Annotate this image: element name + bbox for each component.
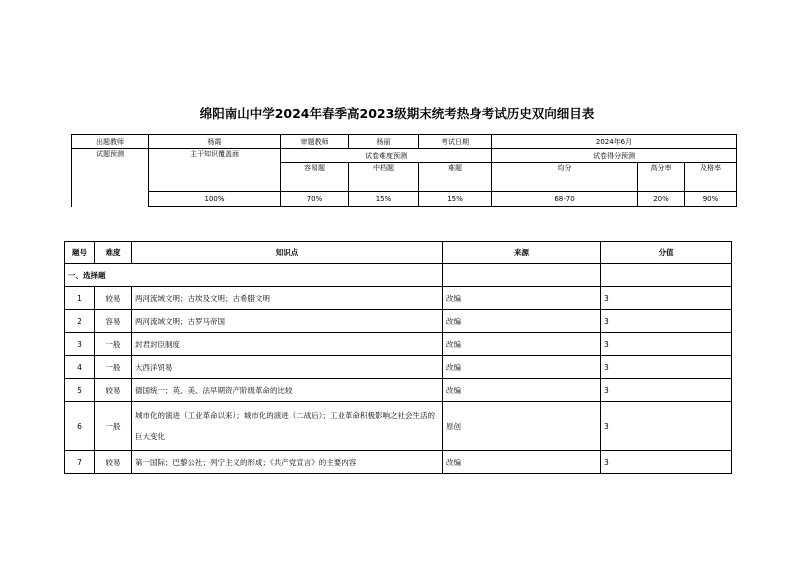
question-detail-table [64,241,732,474]
table-row [65,310,732,333]
score-label: 试卷得分预测 [492,149,737,163]
row-topic: 封君封臣制度 [132,333,443,356]
row-topic: 第一国际；巴黎公社；列宁主义的形成；《共产党宣言》的主要内容 [132,451,443,474]
header-score: 分值 [601,242,732,264]
row-score: 3 [601,379,732,402]
header-source: 来源 [443,242,601,264]
row-source: 改编 [443,356,601,379]
row-score: 3 [601,287,732,310]
row-source: 原创 [443,402,601,451]
row-level: 容易 [95,310,132,333]
author-value: 杨霞 [149,135,281,149]
row-topic: 城市化的演进（工业革命以来）；城市化的演进（二战后）；工业革命积极影响之社会生活的巨大变化 [132,402,443,451]
row-topic: 大西洋贸易 [132,356,443,379]
row-no: 1 [65,287,95,310]
table-row [65,356,732,379]
hard-value: 15% [419,192,492,207]
author-label: 出题教师 [72,135,149,149]
row-score: 3 [601,310,732,333]
row-no: 2 [65,310,95,333]
reviewer-value: 杨丽 [349,135,419,149]
high-label: 高分率 [638,163,685,192]
row-score: 3 [601,451,732,474]
row-level: 一般 [95,333,132,356]
row-source: 改编 [443,310,601,333]
row-topic: 两河流域文明；古罗马帝国 [132,310,443,333]
easy-value: 70% [281,192,349,207]
row-score: 3 [601,402,732,451]
header-topic: 知识点 [132,242,443,264]
page-title: 绵阳南山中学2024年春季高2023级期末统考热身考试历史双向细目表 [199,106,595,121]
pass-label: 及格率 [685,163,737,192]
row-level: 一般 [95,402,132,451]
section-source-empty [443,264,601,287]
row-level: 较易 [95,379,132,402]
row-topic: 两河流域文明；古埃及文明；古希腊文明 [132,287,443,310]
section-score-empty [601,264,732,287]
section-title: 一、选择题 [65,264,443,287]
date-value: 2024年6月 [492,135,737,149]
difficulty-label: 试卷难度预测 [281,149,492,163]
coverage-value: 100% [149,192,281,207]
reviewer-label: 审题教师 [281,135,349,149]
row-source: 改编 [443,379,601,402]
row-no: 6 [65,402,95,451]
row-source: 改编 [443,333,601,356]
table-row [65,402,732,451]
easy-label: 容易题 [281,163,349,192]
row-score: 3 [601,356,732,379]
table-row [65,379,732,402]
coverage-label: 主干知识覆盖面 [149,149,281,192]
row-score: 3 [601,333,732,356]
exam-info-table [71,134,737,207]
high-value: 20% [638,192,685,207]
row-no: 7 [65,451,95,474]
row-no: 4 [65,356,95,379]
avg-value: 68-70 [492,192,638,207]
medium-label: 中档题 [349,163,419,192]
row-level: 较易 [95,451,132,474]
header-level: 难度 [95,242,132,264]
forecast-label: 试题预测 [72,149,149,207]
row-topic: 德国统一；英、美、法早期资产阶级革命的比较 [132,379,443,402]
row-source: 改编 [443,451,601,474]
hard-label: 难题 [419,163,492,192]
table-row [65,451,732,474]
row-level: 较易 [95,287,132,310]
pass-value: 90% [685,192,737,207]
table-row [65,333,732,356]
header-no: 题号 [65,242,95,264]
table-row [65,287,732,310]
medium-value: 15% [349,192,419,207]
date-label: 考试日期 [419,135,492,149]
row-no: 5 [65,379,95,402]
row-source: 改编 [443,287,601,310]
row-no: 3 [65,333,95,356]
avg-label: 均分 [492,163,638,192]
row-level: 一般 [95,356,132,379]
